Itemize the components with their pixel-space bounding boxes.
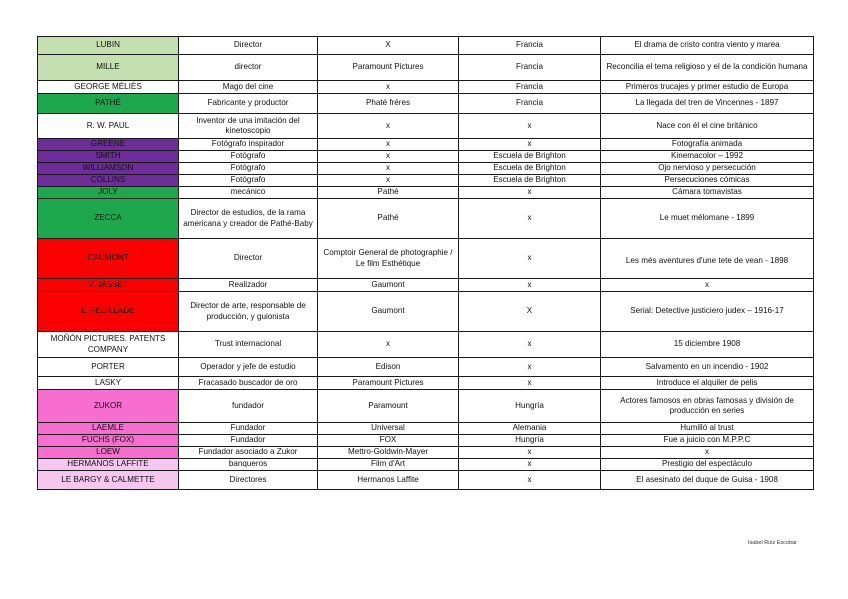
country-cell: x — [459, 471, 601, 490]
role-cell: Mago del cine — [179, 81, 318, 94]
role-cell: Director — [179, 239, 318, 279]
company-cell: Phaté fréres — [318, 94, 459, 114]
name-cell: LASKY — [38, 377, 179, 390]
table-row — [38, 163, 814, 175]
company-cell: Paramount Pictures — [318, 377, 459, 390]
role-cell: Fundador — [179, 435, 318, 447]
role-cell: Directores — [179, 471, 318, 490]
company-cell: Comptoir General de photographie / Le film Esthétique — [318, 239, 459, 279]
note-cell: Le muet mélomane - 1899 — [601, 199, 814, 239]
role-cell: Director de estudios, de la rama americana y creador de Pathé-Baby — [179, 199, 318, 239]
name-cell: HERMANOS LAFFITE — [38, 459, 179, 471]
note-cell: Humilló al trust — [601, 423, 814, 435]
note-cell: Serial: Detective justiciero judex – 1916-17 — [601, 292, 814, 332]
table-row — [38, 55, 814, 81]
company-cell: FOX — [318, 435, 459, 447]
role-cell: Fracasado buscador de oro — [179, 377, 318, 390]
name-cell: PORTER — [38, 358, 179, 377]
note-cell: La llegada del tren de Vincennes - 1897 — [601, 94, 814, 114]
role-cell: Inventor de una imitación del kinetoscopio — [179, 114, 318, 139]
table-row — [38, 151, 814, 163]
table-row — [38, 292, 814, 332]
country-cell: x — [459, 279, 601, 292]
name-cell: LAEMLE — [38, 423, 179, 435]
company-cell: Hermanos Laffite — [318, 471, 459, 490]
name-cell: MOÑÓN PICTURES. PATENTS COMPANY — [38, 332, 179, 358]
table-row — [38, 423, 814, 435]
note-cell: Nace con él el cine británico — [601, 114, 814, 139]
country-cell: x — [459, 199, 601, 239]
name-cell: GREENE — [38, 139, 179, 151]
country-cell: x — [459, 139, 601, 151]
table-row — [38, 175, 814, 187]
country-cell: Escuela de Brighton — [459, 151, 601, 163]
company-cell: Pathé — [318, 187, 459, 199]
role-cell: Fundador — [179, 423, 318, 435]
cinema-history-table — [37, 36, 814, 490]
note-cell: Kinemacolor – 1992 — [601, 151, 814, 163]
note-cell: Primeros trucajes y primer estudio de Europa — [601, 81, 814, 94]
company-cell: Paramount Pictures — [318, 55, 459, 81]
company-cell: Mettro-Goldwin-Mayer — [318, 447, 459, 459]
country-cell: x — [459, 459, 601, 471]
role-cell: Fundador asociado a Zukor — [179, 447, 318, 459]
country-cell: x — [459, 358, 601, 377]
company-cell: Film d'Art — [318, 459, 459, 471]
role-cell: banqueros — [179, 459, 318, 471]
note-cell: Reconcilia el tema religioso y el de la condición humana — [601, 55, 814, 81]
table-row — [38, 187, 814, 199]
table-row — [38, 37, 814, 55]
note-cell: Salvamento en un incendio - 1902 — [601, 358, 814, 377]
role-cell: Director — [179, 37, 318, 55]
company-cell: Gaumont — [318, 279, 459, 292]
role-cell: Director de arte, responsable de producción, y guionista — [179, 292, 318, 332]
table-row — [38, 81, 814, 94]
role-cell: Fabricante y productor — [179, 94, 318, 114]
role-cell: Fotógrafo — [179, 151, 318, 163]
role-cell: Fotógrafo — [179, 163, 318, 175]
role-cell: Fotógrafo inspirador — [179, 139, 318, 151]
country-cell: x — [459, 332, 601, 358]
role-cell: director — [179, 55, 318, 81]
table-row — [38, 139, 814, 151]
company-cell: x — [318, 163, 459, 175]
company-cell: x — [318, 332, 459, 358]
name-cell: FUCHS (FOX) — [38, 435, 179, 447]
company-cell: x — [318, 175, 459, 187]
note-cell: 15 diciembre 1908 — [601, 332, 814, 358]
note-cell: x — [601, 447, 814, 459]
table-row — [38, 94, 814, 114]
table-row — [38, 279, 814, 292]
name-cell: R. W. PAUL — [38, 114, 179, 139]
country-cell: Hungría — [459, 435, 601, 447]
role-cell: Fotógrafo — [179, 175, 318, 187]
note-cell: Cámara tomavistas — [601, 187, 814, 199]
table-row — [38, 377, 814, 390]
note-cell: El drama de cristo contra viento y marea — [601, 37, 814, 55]
table-row — [38, 447, 814, 459]
name-cell: ZECCA — [38, 199, 179, 239]
name-cell: PATHÉ — [38, 94, 179, 114]
note-cell: x — [601, 279, 814, 292]
note-cell: Persecuciones cómicas — [601, 175, 814, 187]
name-cell: WILLIAMSON — [38, 163, 179, 175]
note-cell: Introduce el alquiler de pelis — [601, 377, 814, 390]
company-cell: Paramount — [318, 390, 459, 423]
name-cell: GEORGE MÉLIÉS — [38, 81, 179, 94]
company-cell: x — [318, 114, 459, 139]
role-cell: Operador y jefe de estudio — [179, 358, 318, 377]
table-row — [38, 332, 814, 358]
country-cell: Alemania — [459, 423, 601, 435]
company-cell: Gaumont — [318, 292, 459, 332]
role-cell: mecánico — [179, 187, 318, 199]
name-cell: L. FEUILLADE — [38, 292, 179, 332]
company-cell: Edison — [318, 358, 459, 377]
table-row — [38, 459, 814, 471]
name-cell: ZUKOR — [38, 390, 179, 423]
table-row — [38, 390, 814, 423]
country-cell: Escuela de Brighton — [459, 175, 601, 187]
name-cell: COLLINS — [38, 175, 179, 187]
name-cell: JOLY — [38, 187, 179, 199]
note-cell: Fue a juicio con M.P.P.C — [601, 435, 814, 447]
name-cell: GAUMONT — [38, 239, 179, 279]
country-cell: X — [459, 292, 601, 332]
country-cell: x — [459, 239, 601, 279]
name-cell: MILLE — [38, 55, 179, 81]
name-cell: V. JASSET — [38, 279, 179, 292]
name-cell: SMITH — [38, 151, 179, 163]
note-cell: Prestigio del espectáculo — [601, 459, 814, 471]
country-cell: x — [459, 377, 601, 390]
note-cell: Les més aventures d'une tete de vean - 1898 — [601, 239, 814, 279]
name-cell: LUBIN — [38, 37, 179, 55]
country-cell: x — [459, 447, 601, 459]
company-cell: x — [318, 139, 459, 151]
note-cell: Fotografía animada — [601, 139, 814, 151]
table-row — [38, 435, 814, 447]
company-cell: x — [318, 151, 459, 163]
table-row — [38, 358, 814, 377]
company-cell: Universal — [318, 423, 459, 435]
country-cell: Francia — [459, 94, 601, 114]
country-cell: Francia — [459, 81, 601, 94]
role-cell: Realizador — [179, 279, 318, 292]
note-cell: Actores famosos en obras famosas y división de producción en series — [601, 390, 814, 423]
country-cell: x — [459, 114, 601, 139]
note-cell: El asesinato del duque de Guisa - 1908 — [601, 471, 814, 490]
country-cell: Escuela de Brighton — [459, 163, 601, 175]
country-cell: Francia — [459, 55, 601, 81]
country-cell: x — [459, 187, 601, 199]
name-cell: LE BARGY & CALMETTE — [38, 471, 179, 490]
author-credit: Isabel Ruiz Escobar — [748, 540, 797, 546]
country-cell: Hungría — [459, 390, 601, 423]
company-cell: x — [318, 81, 459, 94]
role-cell: fundador — [179, 390, 318, 423]
company-cell: Pathé — [318, 199, 459, 239]
note-cell: Ojo nervioso y persecución — [601, 163, 814, 175]
role-cell: Trust internacional — [179, 332, 318, 358]
table-row — [38, 199, 814, 239]
company-cell: X — [318, 37, 459, 55]
name-cell: LOEW — [38, 447, 179, 459]
country-cell: Francia — [459, 37, 601, 55]
table-row — [38, 114, 814, 139]
table-row — [38, 471, 814, 490]
table-row — [38, 239, 814, 279]
